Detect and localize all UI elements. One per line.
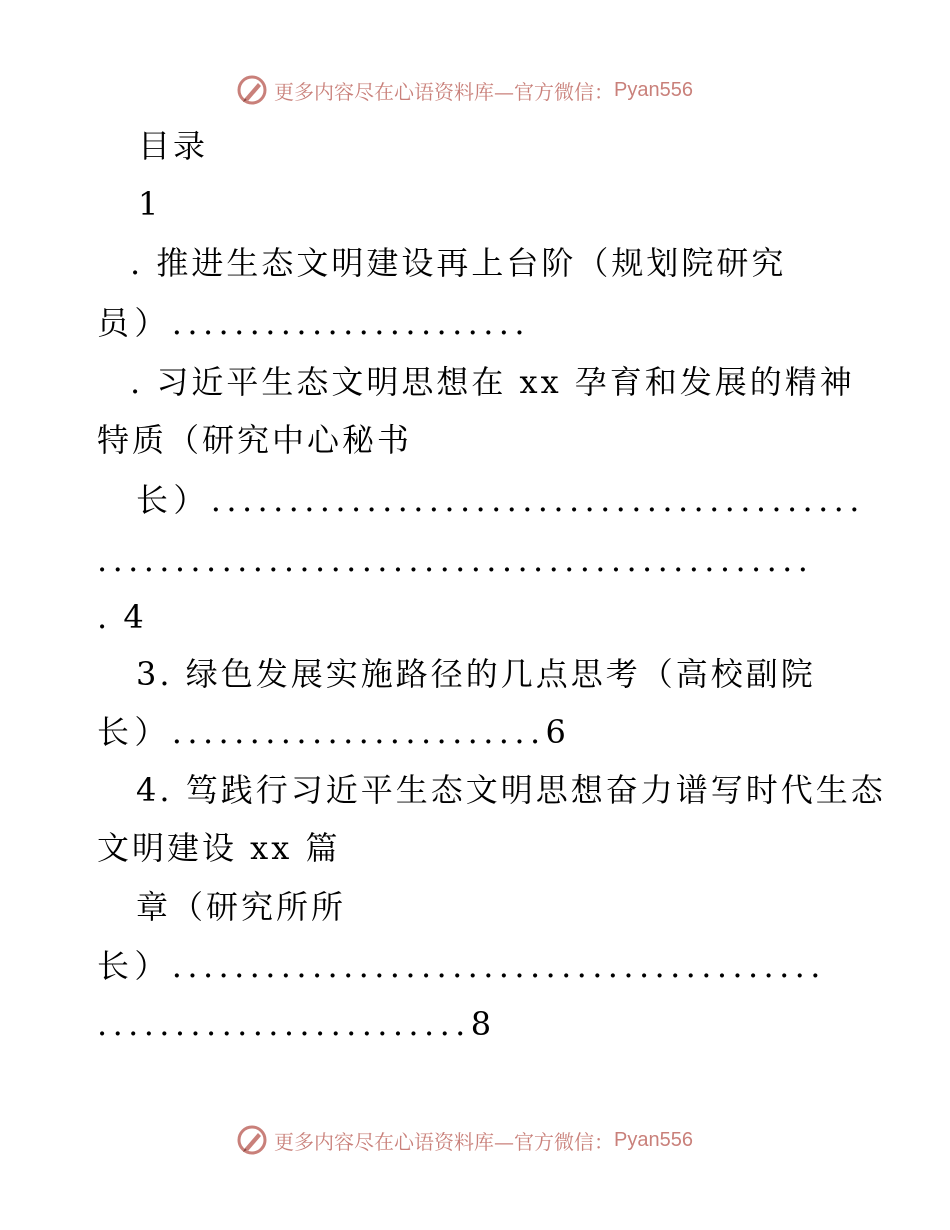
footer-watermark <box>236 1122 693 1158</box>
toc-line: 长）.......................................... <box>97 947 826 985</box>
toc-line: 特质（研究中心秘书 <box>97 421 413 459</box>
toc-line: 章（研究所所 <box>136 888 347 926</box>
pen-logo-icon <box>236 74 268 106</box>
toc-line: 文明建设 xx 篇 <box>97 829 341 867</box>
pen-logo-icon <box>236 1124 268 1156</box>
toc-line: 长）........................6 <box>97 713 572 751</box>
watermark-text: 更多内容尽在心语资料库—官方微信： <box>274 79 614 104</box>
watermark-wechat-id: Pyan556 <box>614 78 693 101</box>
toc-line: 1 <box>138 185 162 223</box>
toc-line: .............................................. <box>97 541 814 579</box>
toc-line: . 习近平生态文明思想在 xx 孕育和发展的精神 <box>130 363 855 401</box>
toc-line: . 4 <box>97 598 147 636</box>
toc-line: 员）....................... <box>97 304 530 342</box>
header-watermark <box>236 72 693 108</box>
watermark-wechat-id: Pyan556 <box>614 1128 693 1151</box>
toc-line: 长）.......................................... <box>136 481 865 519</box>
toc-title: 目录 <box>138 127 209 165</box>
toc-line: 4. 笃践行习近平生态文明思想奋力谱写时代生态 <box>136 771 886 809</box>
watermark-text: 更多内容尽在心语资料库—官方微信： <box>274 1129 614 1154</box>
toc-line: . 推进生态文明建设再上台阶（规划院研究 <box>130 244 787 282</box>
toc-line: 3. 绿色发展实施路径的几点思考（高校副院 <box>136 655 816 693</box>
toc-line: ........................8 <box>97 1005 497 1043</box>
